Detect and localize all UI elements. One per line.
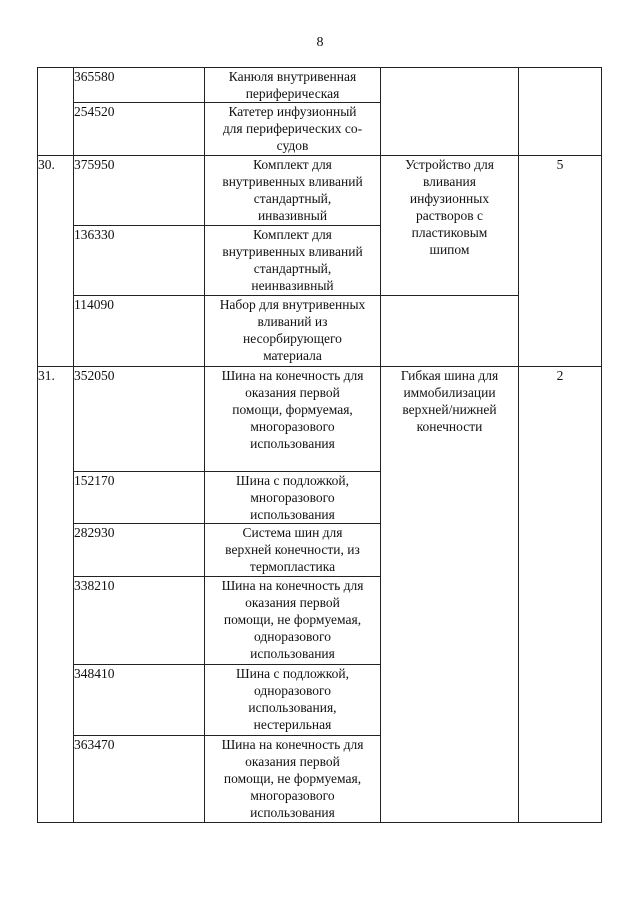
group-number-cell bbox=[38, 68, 74, 156]
name-cell: Набор для внутривенных вливаний из несорбирующего материала bbox=[205, 296, 381, 367]
name-cell: Комплект для внутривенных вливаний стандартный, неинвазивный bbox=[205, 226, 381, 296]
table-row bbox=[38, 367, 602, 472]
table-row bbox=[38, 156, 602, 226]
name-cell: Шина на конечность для оказания первой помощи, формуемая, многоразового использования bbox=[205, 367, 381, 472]
page-number: 8 bbox=[316, 35, 324, 50]
name-cell: Канюля внутривенная периферическая bbox=[205, 68, 381, 103]
description-cell: Устройство для вливания инфузионных растворов с пластиковым шипом bbox=[381, 156, 519, 296]
device-table bbox=[37, 67, 602, 823]
code-cell: 254520 bbox=[74, 103, 205, 156]
code-cell: 375950 bbox=[74, 156, 205, 226]
name-cell: Система шин для верхней конечности, из термопластика bbox=[205, 524, 381, 577]
group-number-cell: 30. bbox=[38, 156, 74, 367]
description-cell: Гибкая шина для иммобилизации верхней/нижней конечности bbox=[381, 367, 519, 823]
quantity-cell bbox=[519, 68, 602, 156]
code-cell: 114090 bbox=[74, 296, 205, 367]
name-cell: Шина с подложкой, одноразового использования, нестерильная bbox=[205, 665, 381, 736]
code-cell: 152170 bbox=[74, 472, 205, 524]
description-cell bbox=[381, 296, 519, 367]
description-cell bbox=[381, 68, 519, 156]
group-number-cell: 31. bbox=[38, 367, 74, 823]
code-cell: 282930 bbox=[74, 524, 205, 577]
code-cell: 363470 bbox=[74, 736, 205, 823]
code-cell: 338210 bbox=[74, 577, 205, 665]
name-cell: Шина с подложкой, многоразового использования bbox=[205, 472, 381, 524]
name-cell: Шина на конечность для оказания первой помощи, не формуемая, одноразового использования bbox=[205, 577, 381, 665]
quantity-cell: 5 bbox=[519, 156, 602, 367]
code-cell: 365580 bbox=[74, 68, 205, 103]
code-cell: 348410 bbox=[74, 665, 205, 736]
name-cell: Комплект для внутривенных вливаний стандартный, инвазивный bbox=[205, 156, 381, 226]
table-row bbox=[38, 68, 602, 103]
code-cell: 136330 bbox=[74, 226, 205, 296]
quantity-cell: 2 bbox=[519, 367, 602, 823]
table-row bbox=[38, 296, 602, 367]
name-cell: Шина на конечность для оказания первой помощи, не формуемая, многоразового использования bbox=[205, 736, 381, 823]
name-cell: Катетер инфузионный для периферических со- судов bbox=[205, 103, 381, 156]
code-cell: 352050 bbox=[74, 367, 205, 472]
